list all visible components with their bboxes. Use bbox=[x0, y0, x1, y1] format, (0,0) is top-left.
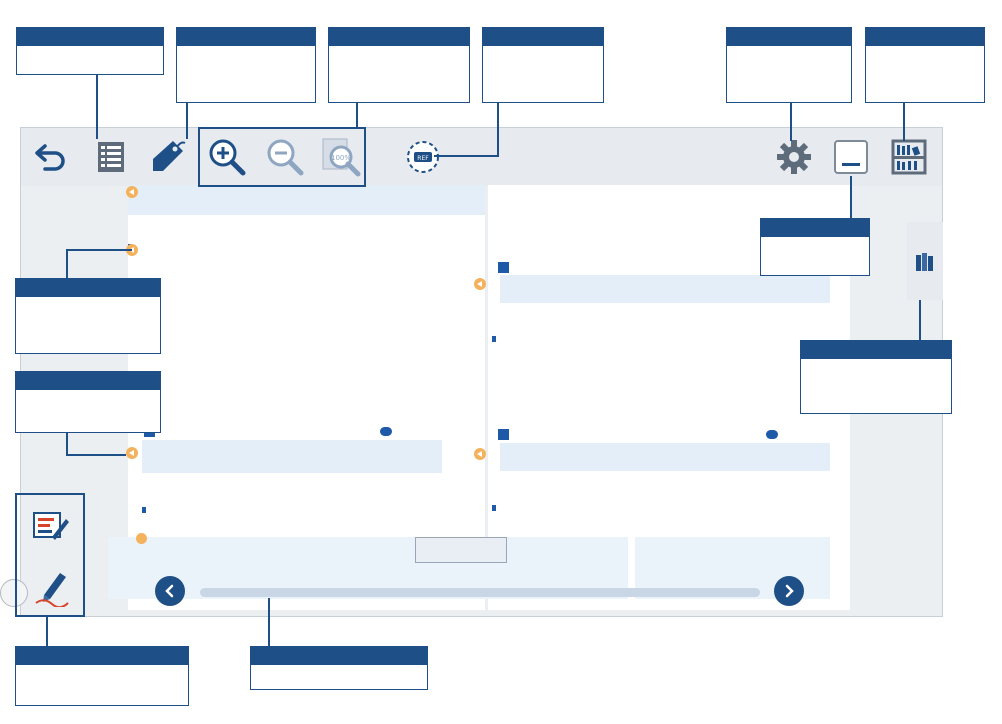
leader-line bbox=[919, 300, 921, 340]
callout-toc bbox=[16, 27, 164, 75]
writing-tools-highlight bbox=[15, 493, 85, 617]
books-icon bbox=[915, 249, 935, 273]
back-button[interactable] bbox=[27, 134, 75, 180]
callout-check-icon bbox=[15, 278, 161, 354]
toc-button[interactable] bbox=[87, 134, 135, 180]
callout-display-settings bbox=[726, 27, 852, 103]
leader-line bbox=[268, 598, 270, 646]
zoom-controls-highlight bbox=[198, 127, 366, 187]
task-text bbox=[142, 506, 482, 515]
callout-writing bbox=[15, 646, 189, 706]
bookmark-button[interactable] bbox=[143, 134, 191, 180]
callout-reference bbox=[482, 27, 604, 103]
svg-text:100%: 100% bbox=[330, 154, 352, 162]
callout-audio bbox=[15, 371, 161, 433]
svg-text:REF: REF bbox=[417, 155, 429, 162]
audio-play-button[interactable] bbox=[126, 447, 138, 459]
callout-open-other bbox=[800, 340, 952, 414]
list-icon bbox=[96, 140, 126, 174]
leader-line bbox=[790, 103, 792, 141]
grammar-tag bbox=[766, 430, 778, 439]
leader-line bbox=[186, 103, 188, 139]
leader-line bbox=[356, 103, 358, 127]
bookmark-tag-icon bbox=[147, 137, 187, 177]
display-settings-button[interactable] bbox=[770, 134, 818, 180]
bookshelf-icon bbox=[891, 139, 927, 175]
callout-minimize bbox=[760, 218, 870, 276]
leader-line bbox=[66, 250, 68, 278]
leader-line bbox=[66, 454, 126, 456]
reference-link-button[interactable] bbox=[399, 134, 447, 180]
callout-bookmark bbox=[176, 27, 316, 103]
leader-line bbox=[434, 155, 499, 157]
leader-line bbox=[903, 103, 905, 141]
leader-line bbox=[96, 75, 98, 139]
minimize-icon bbox=[832, 138, 870, 176]
leader-line bbox=[497, 103, 499, 156]
reference-link-icon bbox=[405, 139, 441, 175]
callout-scrollbar bbox=[250, 646, 428, 690]
toolbar bbox=[21, 128, 942, 186]
leader-line bbox=[46, 617, 48, 646]
back-arrow-icon bbox=[33, 142, 69, 172]
leader-line bbox=[66, 433, 68, 455]
audio-play-button[interactable] bbox=[474, 448, 486, 460]
chevron-left-icon bbox=[163, 584, 177, 598]
section-c-heading bbox=[498, 261, 531, 274]
callout-zoom bbox=[328, 27, 470, 103]
audio-play-button[interactable] bbox=[474, 278, 486, 290]
next-page-button[interactable] bbox=[774, 576, 804, 606]
minimize-button[interactable] bbox=[827, 134, 875, 180]
page-scrollbar[interactable] bbox=[200, 588, 760, 597]
leader-line bbox=[66, 249, 132, 251]
gear-icon bbox=[775, 138, 813, 176]
section-d-heading bbox=[498, 428, 513, 441]
example-band bbox=[500, 443, 830, 471]
grammar-tag bbox=[380, 427, 392, 436]
example-band bbox=[500, 275, 830, 303]
open-other-book-button[interactable] bbox=[907, 222, 943, 300]
leader-line bbox=[850, 176, 852, 218]
task-text bbox=[492, 336, 496, 342]
audio-play-button[interactable] bbox=[126, 186, 138, 198]
bookshelf-button[interactable] bbox=[885, 134, 933, 180]
current-page-number bbox=[415, 537, 507, 563]
chevron-right-icon bbox=[782, 584, 796, 598]
vocabulary-heading bbox=[136, 533, 147, 546]
example-band bbox=[128, 185, 485, 215]
callout-bookshelf bbox=[865, 27, 985, 103]
prev-page-button[interactable] bbox=[155, 576, 185, 606]
example-band bbox=[142, 440, 442, 473]
task-text bbox=[492, 505, 496, 511]
